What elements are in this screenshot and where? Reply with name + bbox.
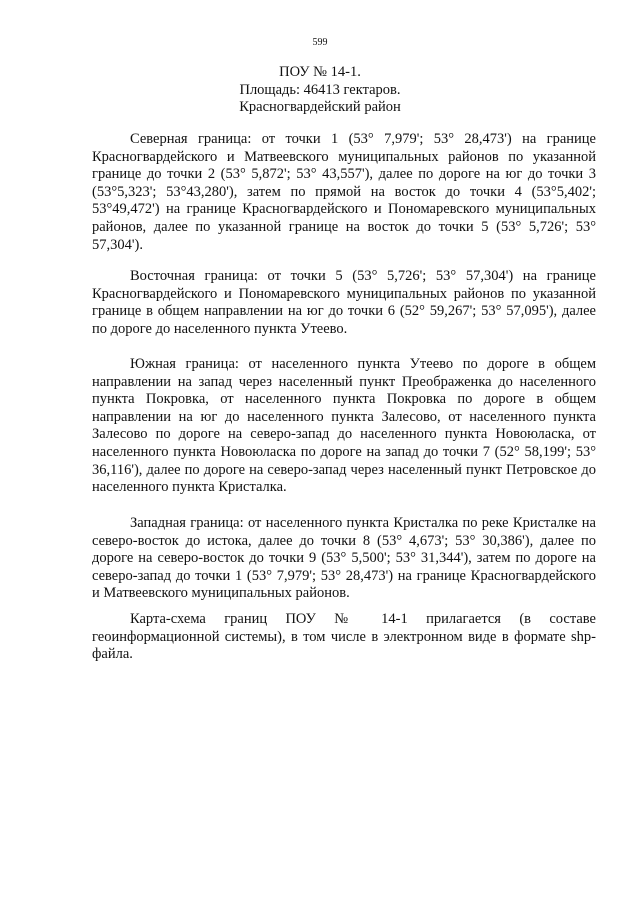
paragraph-map-scheme: Карта-схема границ ПОУ № 14-1 прилагается (в составе геоинформационной системы), в том числе в электронном виде в формате shp-файла. <box>92 611 596 663</box>
page-number: 599 <box>312 37 328 48</box>
header-district: Красногвардейский район <box>239 99 401 115</box>
paragraph-north-border: Северная граница: от точки 1 (53° 7,979'; 53° 28,473') на границе Красногвардейского и Матвеевского муниципальных районов по указанной границе до точки 2 (53° 5,872'; 53° 43,557'), далее по дороге на юг до точки 3 (53°5,323'; 53°43,280'), затем по прямой на восток до точки 4 (53°5,402'; 53°49,472') на границе Красногвардейского и Пономаревского муниципальных районов, далее по указанной границе на восток до точки 5 (53° 5,726'; 53° 57,304'). <box>92 131 596 253</box>
header-area: Площадь: 46413 гектаров. <box>239 81 401 98</box>
paragraph-east-border: Восточная граница: от точки 5 (53° 5,726'; 53° 57,304') на границе Красногвардейского и Пономаревского муниципальных районов по указанной границе в общем направлении на юг до точки 6 (52° 59,267'; 53° 57,095'), далее по дороге до населенного пункта Утеево. <box>92 268 596 337</box>
header-title: ПОУ № 14-1. <box>279 64 361 80</box>
paragraph-west-border: Западная граница: от населенного пункта Кристалка по реке Кристалке на северо-восток до истока, далее до точки 8 (53° 4,673'; 53° 30,386'), далее по дороге на северо-восток до точки 9 (53° 5,500'; 53° 31,344'), затем по дороге на северо-запад до точки 1 (53° 7,979'; 53° 28,473') на границе Красногвардейского и Матвеевского муниципальных районов. <box>92 515 596 602</box>
document-header <box>0 64 640 117</box>
paragraph-south-border: Южная граница: от населенного пункта Утеево по дороге в общем направлении на запад через населенный пункт Преображенка до населенного пункта Покровка, от населенного пункта Покровка по дороге в общем направлении на юг до населенного пункта Залесово, от населенного пункта Залесово по дороге на северо-запад до населенного пункта Новоюласка, от населенного пункта Новоюласка по дороге на запад до точки 7 (52° 58,199'; 53° 36,116'), далее по дороге на северо-запад через населенный пункт Петровское до населенного пункта Кристалка. <box>92 356 596 496</box>
